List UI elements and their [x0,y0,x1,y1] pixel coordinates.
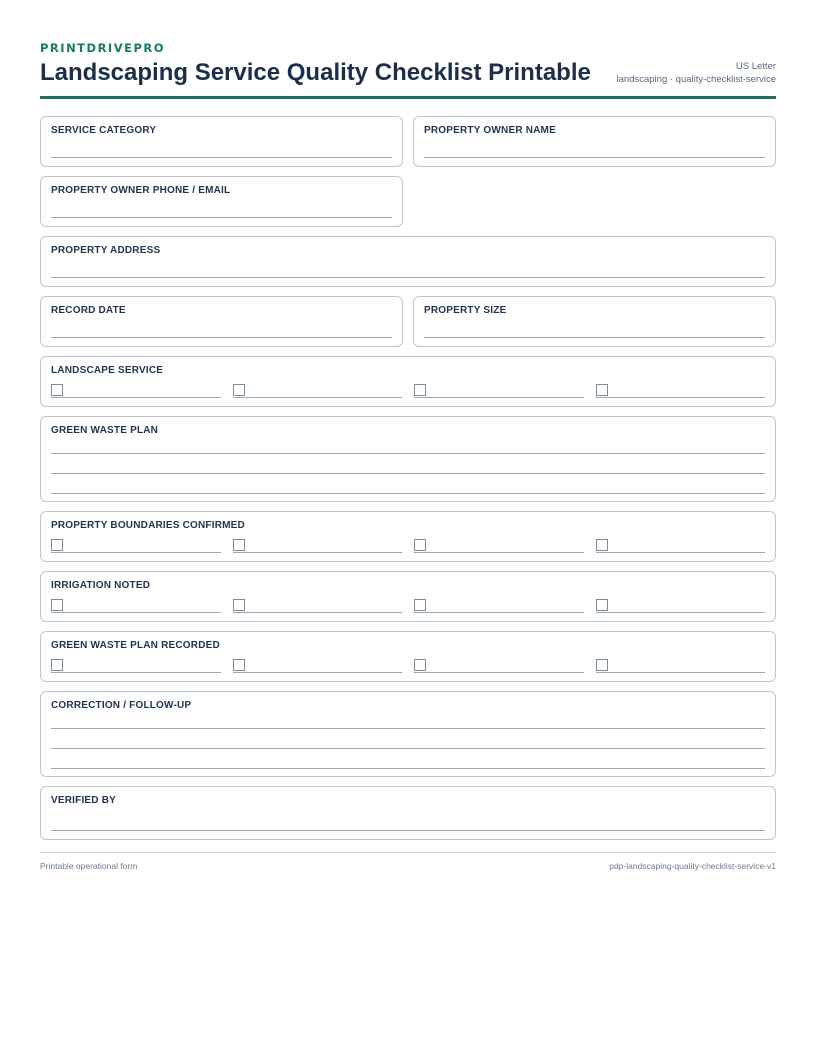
green-waste-plan-field [40,416,776,502]
property-owner-contact-field [40,176,403,227]
write-line[interactable] [51,473,765,474]
write-line[interactable] [51,453,765,454]
paper-size: US Letter [735,61,776,72]
checkbox[interactable] [51,539,63,551]
field-label: GREEN WASTE PLAN [51,425,159,436]
checkbox[interactable] [233,659,245,671]
property-address-field [40,236,776,287]
field-label: RECORD DATE [51,305,126,316]
checkbox[interactable] [233,599,245,611]
property-owner-name-field [413,116,776,167]
checkbox-option [51,384,221,398]
correction-follow-up-field [40,691,776,777]
checkbox-option [414,539,584,553]
option-line[interactable] [233,397,402,398]
option-line[interactable] [414,672,584,673]
write-line[interactable] [424,337,765,338]
option-line[interactable] [51,672,221,673]
option-line[interactable] [596,552,765,553]
checkbox-option [596,384,765,398]
record-date-field [40,296,403,347]
write-line[interactable] [51,337,392,338]
service-category-field [40,116,403,167]
field-label: PROPERTY SIZE [424,305,507,316]
checkbox[interactable] [233,539,245,551]
field-label: IRRIGATION NOTED [51,580,151,591]
verified-by-field [40,786,776,840]
footer-divider [40,852,776,853]
field-label: PROPERTY OWNER PHONE / EMAIL [51,185,231,196]
checkbox-option [233,599,402,613]
option-line[interactable] [51,612,221,613]
green-waste-plan-recorded-field [40,631,776,682]
checkbox[interactable] [596,599,608,611]
option-line[interactable] [233,552,402,553]
write-line[interactable] [51,748,765,749]
write-line[interactable] [51,493,765,494]
write-line[interactable] [51,728,765,729]
option-line[interactable] [414,612,584,613]
field-label: VERIFIED BY [51,795,116,806]
checkbox-option [414,659,584,673]
option-line[interactable] [414,397,584,398]
field-label: SERVICE CATEGORY [51,125,157,136]
write-line[interactable] [51,277,765,278]
checkbox-option [596,659,765,673]
checkbox-option [51,539,221,553]
checkbox[interactable] [414,539,426,551]
field-label: PROPERTY ADDRESS [51,245,161,256]
checkbox[interactable] [596,659,608,671]
option-line[interactable] [596,397,765,398]
write-line[interactable] [51,768,765,769]
brand-name: PRINTDRIVEPRO [40,41,166,55]
option-line[interactable] [51,397,221,398]
field-label: CORRECTION / FOLLOW-UP [51,700,192,711]
footer-left-text: Printable operational form [40,861,138,871]
checkbox-option [414,384,584,398]
write-line[interactable] [51,830,765,831]
checkbox-option [51,659,221,673]
header-divider [40,96,776,99]
irrigation-noted-field [40,571,776,622]
option-line[interactable] [414,552,584,553]
checkbox[interactable] [51,384,63,396]
option-line[interactable] [233,672,402,673]
checkbox[interactable] [233,384,245,396]
property-size-field [413,296,776,347]
checkbox[interactable] [414,599,426,611]
checkbox-option [51,599,221,613]
checkbox-option [596,539,765,553]
page-title: Landscaping Service Quality Checklist Printable [40,59,591,86]
footer-form-id: pdp-landscaping-quality-checklist-service-v1 [609,861,776,871]
option-line[interactable] [596,612,765,613]
option-line[interactable] [596,672,765,673]
checkbox-option [596,599,765,613]
document-tags: landscaping · quality-checklist-service [616,74,776,85]
write-line[interactable] [51,217,392,218]
document-meta [617,60,776,86]
write-line[interactable] [51,157,392,158]
checkbox[interactable] [51,659,63,671]
option-line[interactable] [51,552,221,553]
checkbox-option [414,599,584,613]
checkbox[interactable] [596,539,608,551]
checkbox-option [233,539,402,553]
checkbox-option [233,384,402,398]
field-label: LANDSCAPE SERVICE [51,365,164,376]
checkbox[interactable] [51,599,63,611]
checkbox-option [233,659,402,673]
landscape-service-field [40,356,776,407]
field-label: GREEN WASTE PLAN RECORDED [51,640,220,651]
checkbox[interactable] [596,384,608,396]
checkbox[interactable] [414,659,426,671]
field-label: PROPERTY BOUNDARIES CONFIRMED [51,520,245,531]
write-line[interactable] [424,157,765,158]
option-line[interactable] [233,612,402,613]
property-boundaries-confirmed-field [40,511,776,562]
field-label: PROPERTY OWNER NAME [424,125,556,136]
checkbox[interactable] [414,384,426,396]
